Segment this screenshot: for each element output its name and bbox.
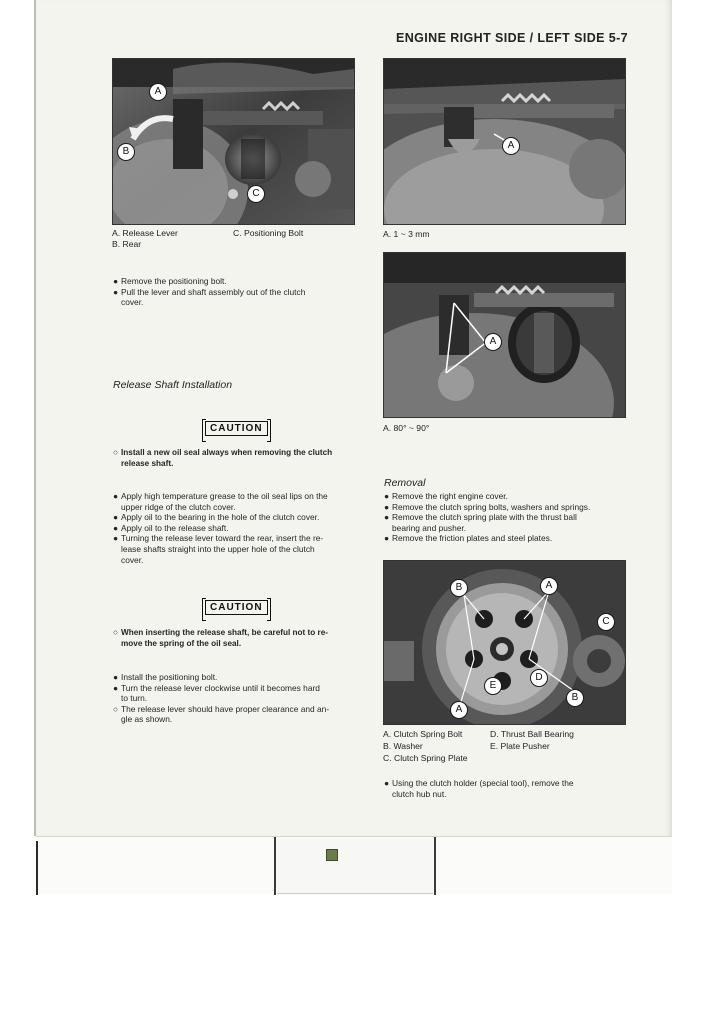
list-item: ● Apply oil to the release shaft. [113, 522, 229, 533]
callout-e: E [484, 677, 502, 695]
list-item-continuation: to turn. [121, 693, 148, 704]
list-item: ● Remove the friction plates and steel plates. [384, 533, 553, 544]
callout-a: A [450, 701, 468, 719]
bullet-icon: ● [113, 533, 119, 544]
bullet-icon: ● [113, 491, 119, 501]
bullet-icon: ● [384, 778, 390, 788]
callout-c: C [597, 613, 615, 631]
callout-a: A [540, 577, 558, 595]
callout-d: D [530, 669, 548, 687]
removal-steps [113, 276, 355, 308]
clutch-removal-steps [384, 491, 626, 544]
callout-b: B [117, 143, 135, 161]
list-item: ● Remove the clutch spring plate with the thrust ball [384, 512, 577, 523]
caution-label: CAUTION [205, 600, 268, 615]
hub-nut-step [384, 778, 626, 799]
list-item: ● Apply high temperature grease to the oil seal lips on the [113, 491, 328, 501]
stamp-icon [326, 849, 338, 861]
bullet-icon: ● [384, 501, 390, 512]
callout-b: B [450, 579, 468, 597]
list-item: ● Turn the release lever clockwise until it becomes hard [113, 682, 320, 693]
bullet-icon: ● [384, 512, 390, 523]
scan-bottom-strip [36, 836, 672, 895]
list-item: ● Apply oil to the bearing in the hole of the clutch cover. [113, 512, 320, 523]
photo1-caption-a: A. Release Lever [112, 228, 178, 238]
install-steps [113, 491, 355, 565]
release-lever-photo [112, 58, 355, 225]
photo3-caption: A. 80° ~ 90° [383, 423, 430, 433]
caution-label: CAUTION [205, 421, 268, 436]
list-item-continuation: cover. [121, 554, 144, 565]
list-item-continuation: clutch hub nut. [392, 788, 447, 799]
page-header: ENGINE RIGHT SIDE / LEFT SIDE 5-7 [396, 31, 628, 45]
list-item: ● Using the clutch holder (special tool), remove the [384, 778, 574, 788]
photo4-caption-c: C. Clutch Spring Plate [383, 753, 468, 763]
clearance-photo [383, 58, 626, 225]
list-item-continuation: move the spring of the oil seal. [121, 638, 242, 648]
caution-note-1 [113, 448, 355, 469]
circle-icon: ○ [113, 448, 118, 457]
photo4-caption-d: D. Thrust Ball Bearing [490, 729, 574, 739]
list-item: ● Pull the lever and shaft assembly out of the clutch [113, 286, 306, 297]
callout-b: B [566, 689, 584, 707]
list-item-continuation: bearing and pusher. [392, 522, 467, 533]
final-steps [113, 672, 355, 725]
list-item: ● Turning the release lever toward the rear, insert the re- [113, 533, 324, 544]
list-item: ● Remove the clutch spring bolts, washers and springs. [384, 501, 591, 512]
bullet-icon: ● [113, 512, 119, 523]
photo1-caption-b: B. Rear [112, 239, 142, 249]
list-item-continuation: lease shafts straight into the upper hole of the clutch [121, 543, 315, 554]
section-title: Release Shaft Installation [113, 379, 233, 391]
list-item: ○ When inserting the release shaft, be careful not to re- [113, 628, 329, 637]
photo1-caption-c: C. Positioning Bolt [233, 228, 304, 238]
callout-a: A [149, 83, 167, 101]
callout-a: A [502, 137, 520, 155]
circle-icon: ○ [113, 703, 119, 714]
photo4-caption-a: A. Clutch Spring Bolt [383, 729, 463, 739]
list-item-continuation: upper ridge of the clutch cover. [121, 501, 236, 512]
bullet-icon: ● [113, 682, 119, 693]
bullet-icon: ● [384, 533, 390, 544]
photo2-caption: A. 1 ~ 3 mm [383, 229, 430, 239]
removal-title: Removal [384, 477, 426, 489]
callout-a: A [484, 333, 502, 351]
photo4-caption-e: E. Plate Pusher [490, 741, 550, 751]
bullet-icon: ● [113, 522, 119, 533]
photo4-caption-b: B. Washer [383, 741, 423, 751]
lever-angle-photo [383, 252, 626, 418]
circle-icon: ○ [113, 628, 118, 637]
list-item: ● Remove the right engine cover. [384, 491, 508, 501]
clutch-plate-photo [383, 560, 626, 725]
bullet-icon: ● [113, 672, 119, 682]
list-item: ○ Install a new oil seal always when removing the clutch [113, 448, 333, 457]
list-item-continuation: gle as shown. [121, 714, 173, 725]
list-item-continuation: cover. [121, 297, 144, 308]
list-item: ○ The release lever should have proper clearance and an- [113, 703, 330, 714]
list-item-continuation: release shaft. [121, 458, 174, 468]
bullet-icon: ● [384, 491, 390, 501]
caution-note-2 [113, 628, 355, 649]
callout-c: C [247, 185, 265, 203]
list-item: ● Remove the positioning bolt. [113, 276, 227, 286]
bullet-icon: ● [113, 276, 119, 286]
bullet-icon: ● [113, 286, 119, 297]
list-item: ● Install the positioning bolt. [113, 672, 218, 682]
